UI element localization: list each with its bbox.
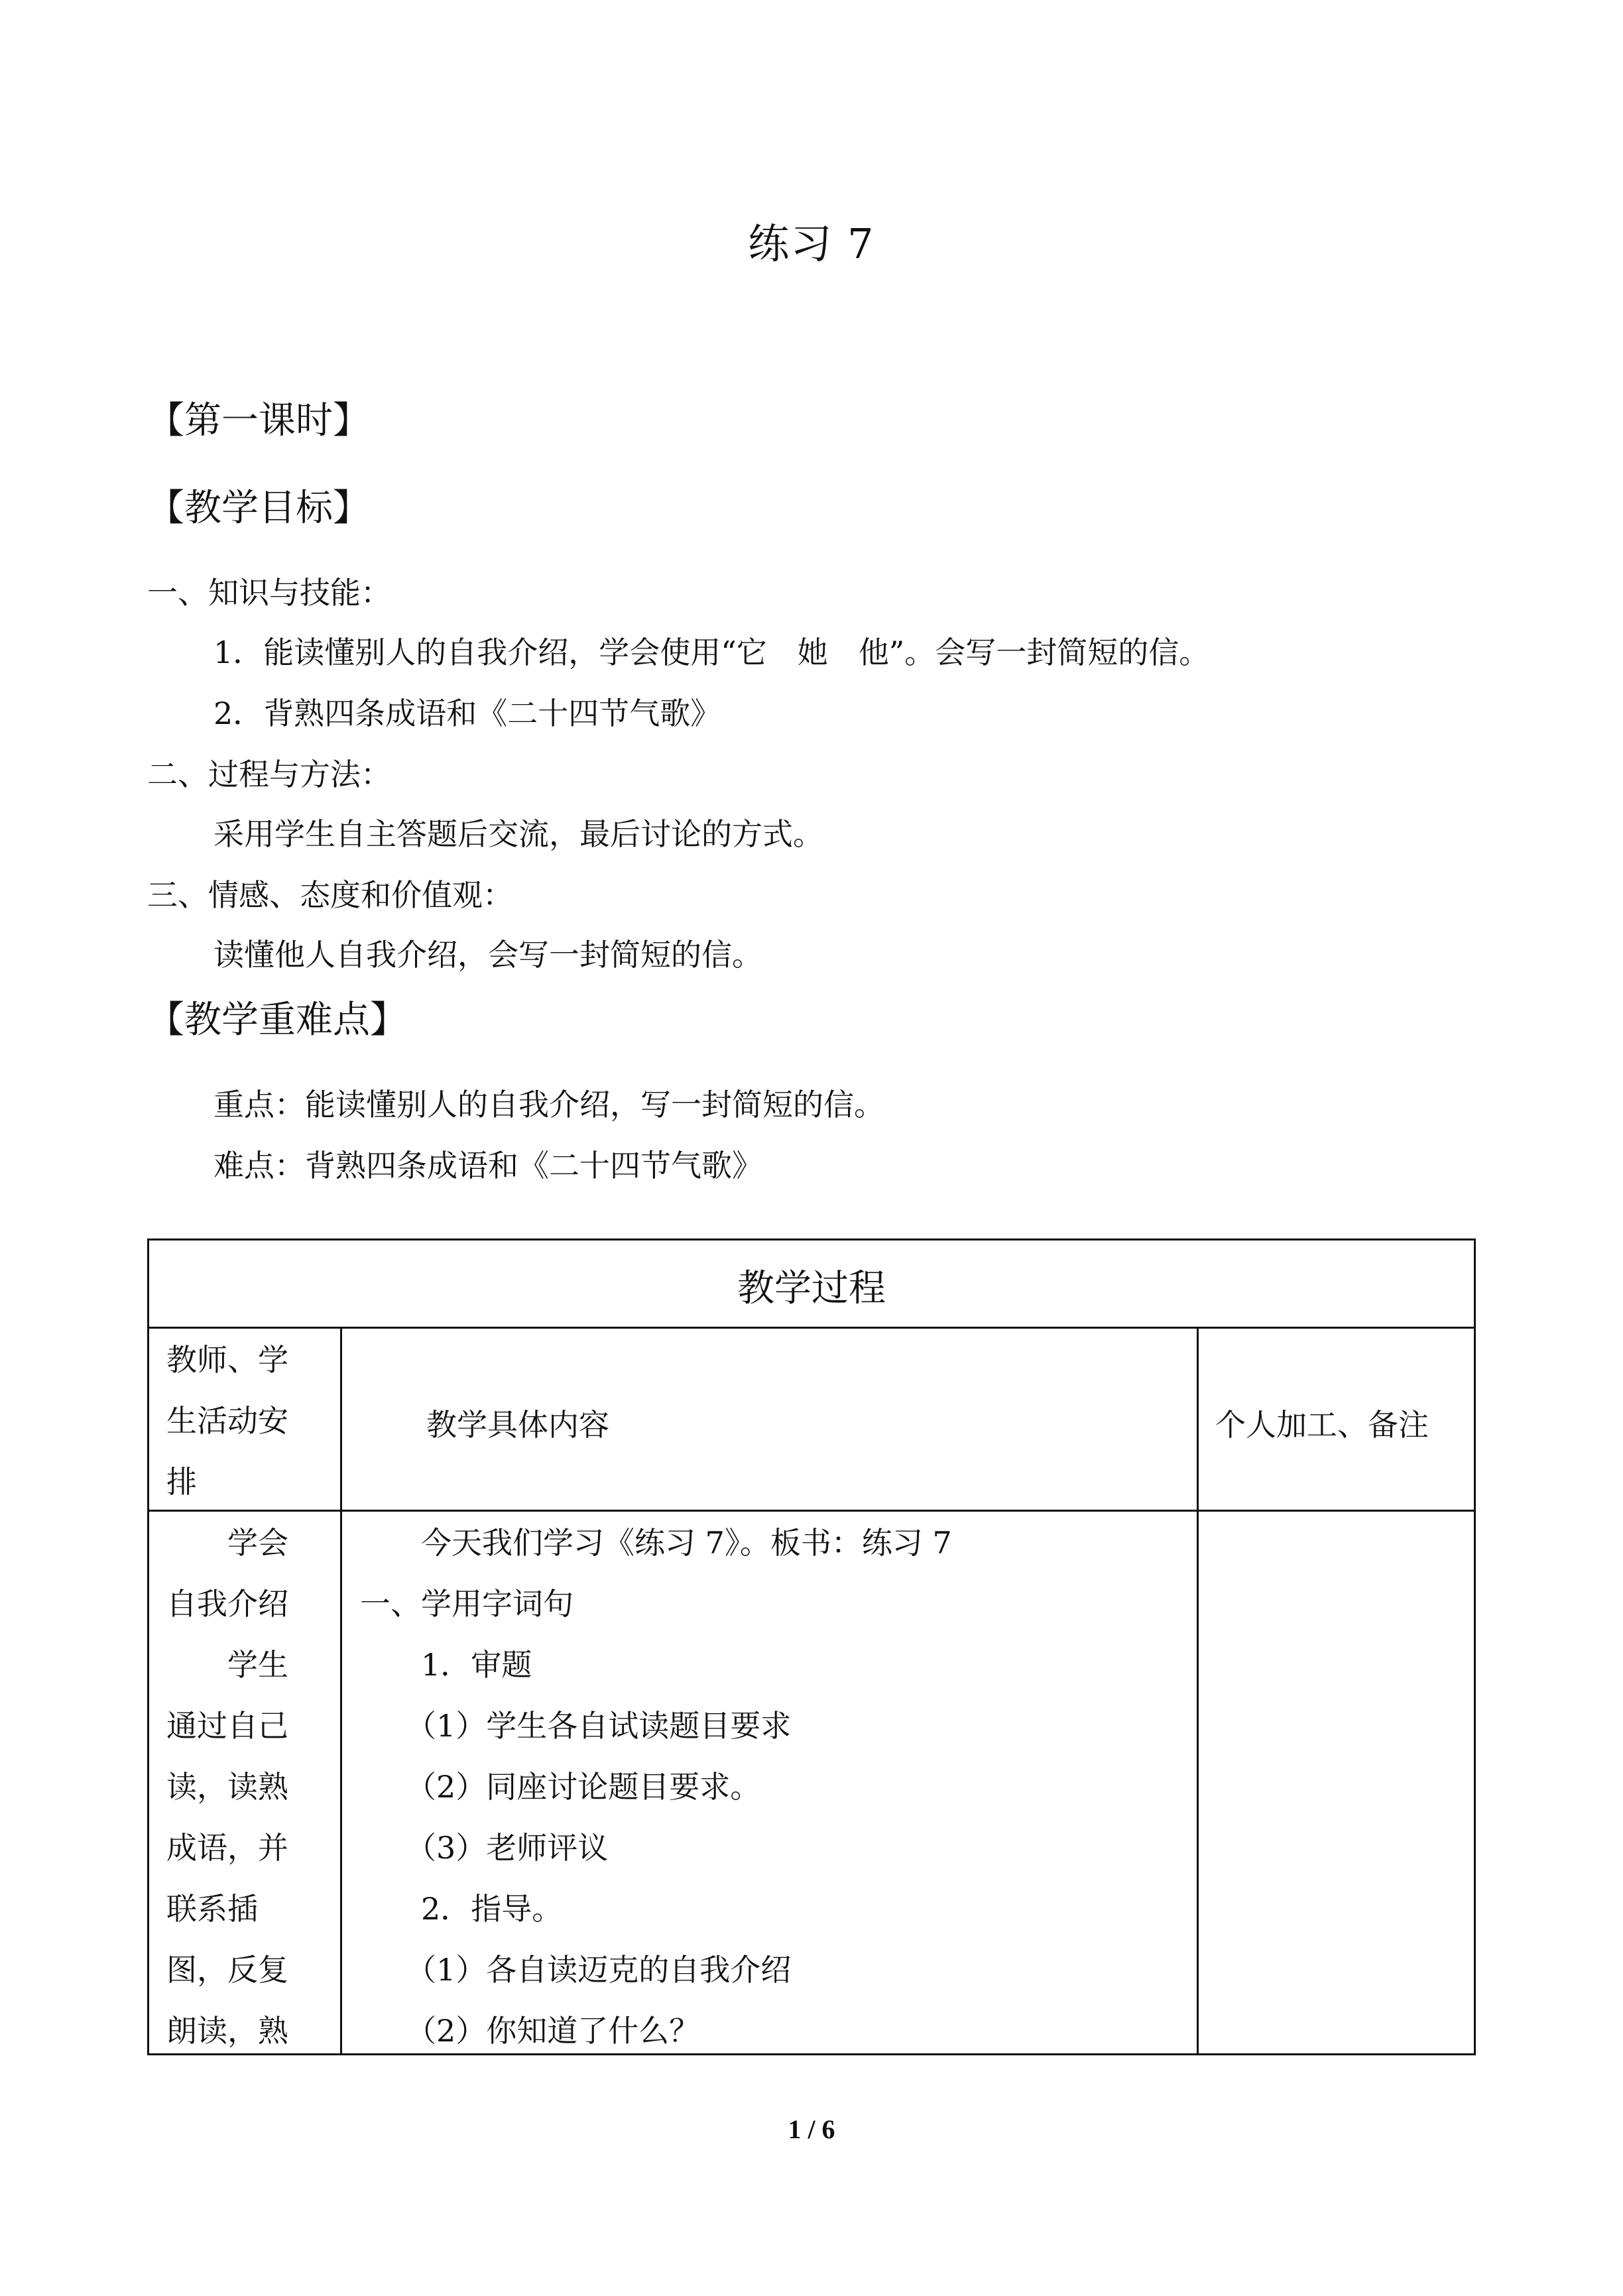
- activity-line: 图，反复: [166, 1952, 288, 1988]
- content-line: 今天我们学习《练习 7》。板书：练习 7: [360, 1525, 952, 1561]
- content-line: （2）同座讨论题目要求。: [360, 1769, 761, 1805]
- activity-line: 学生: [166, 1647, 288, 1683]
- content-line: （1）各自读迈克的自我介绍: [360, 1952, 792, 1988]
- column-divider: [340, 1327, 342, 2055]
- table-divider: [149, 1510, 1474, 1512]
- teaching-process-table: [147, 1239, 1476, 2055]
- document-title: 练习 7: [748, 219, 875, 268]
- objective-process-item-1: 采用学生自主答题后交流，最后讨论的方式。: [213, 816, 823, 852]
- objective-process-heading: 二、过程与方法：: [147, 756, 391, 792]
- activity-cell: [166, 1512, 288, 2061]
- header-notes-cell: 个人加工、备注: [1215, 1407, 1429, 1443]
- lesson-period-heading: 【第一课时】: [147, 399, 370, 442]
- objective-knowledge-item-1: 1．能读懂别人的自我介绍，学会使用“它 她 他”。会写一封简短的信。: [213, 634, 1210, 670]
- objective-attitude-heading: 三、情感、态度和价值观：: [147, 877, 513, 913]
- header-content-cell: 教学具体内容: [426, 1407, 609, 1443]
- header-activity-line: 生活动安: [166, 1403, 288, 1439]
- page-number: 1 / 6: [788, 2114, 835, 2144]
- content-cell: [360, 1512, 952, 2061]
- content-line: 2．指导。: [360, 1891, 563, 1927]
- activity-line: 读，读熟: [166, 1769, 288, 1805]
- activity-line: 自我介绍: [166, 1586, 288, 1622]
- objective-knowledge-heading: 一、知识与技能：: [147, 575, 391, 611]
- activity-line: 学会: [166, 1525, 288, 1561]
- objectives-heading: 【教学目标】: [147, 487, 370, 530]
- objective-knowledge-item-2: 2．背熟四条成语和《二十四节气歌》: [213, 695, 721, 731]
- activity-line: 联系插: [166, 1891, 258, 1927]
- content-line: 1．审题: [360, 1647, 532, 1683]
- difficult-point: 难点：背熟四条成语和《二十四节气歌》: [213, 1148, 762, 1183]
- objective-attitude-item-1: 读懂他人自我介绍，会写一封简短的信。: [213, 937, 762, 973]
- key-points-heading: 【教学重难点】: [147, 998, 407, 1042]
- content-line: （1）学生各自试读题目要求: [360, 1708, 792, 1744]
- header-activity-line: 教师、学: [166, 1342, 288, 1378]
- content-line: （3）老师评议: [360, 1830, 609, 1866]
- content-line: 一、学用字词句: [360, 1586, 573, 1622]
- activity-line: 朗读，熟: [166, 2013, 288, 2049]
- table-divider: [149, 1327, 1474, 1329]
- key-point: 重点：能读懂别人的自我介绍，写一封简短的信。: [213, 1087, 884, 1122]
- column-divider: [1197, 1327, 1199, 2055]
- header-activity-line: 排: [166, 1464, 197, 1500]
- table-title: 教学过程: [737, 1267, 886, 1310]
- content-line: （2）你知道了什么？: [360, 2013, 700, 2049]
- activity-line: 成语，并: [166, 1830, 288, 1866]
- activity-line: 通过自己: [166, 1708, 288, 1744]
- header-activity-cell: [166, 1329, 288, 1512]
